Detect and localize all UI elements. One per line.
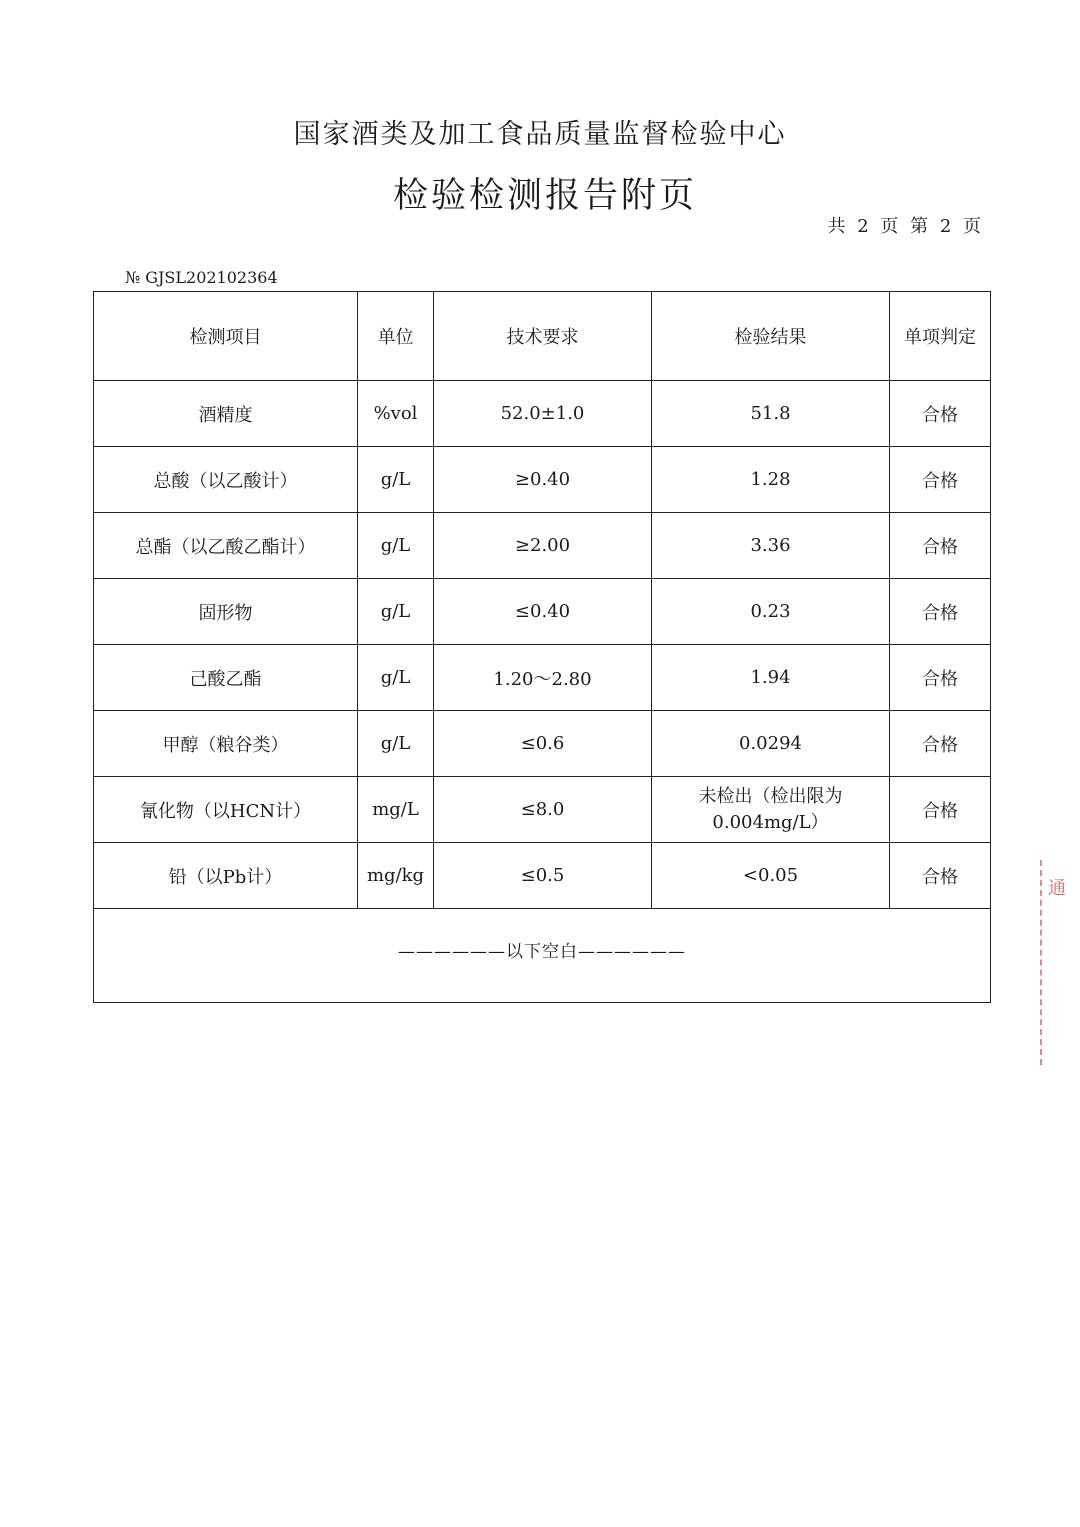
- verdict-cell: 合格: [890, 777, 991, 843]
- table-row: [94, 513, 991, 579]
- result-cell: 3.36: [652, 513, 890, 579]
- result-cell: <0.05: [652, 843, 890, 909]
- blank-note: ——————以下空白——————: [398, 942, 686, 962]
- unit-cell: g/L: [358, 711, 434, 777]
- item-cell: 氰化物（以HCN计）: [94, 777, 358, 843]
- unit-cell: g/L: [358, 513, 434, 579]
- unit-cell: g/L: [358, 645, 434, 711]
- result-cell: [652, 777, 890, 843]
- requirement-cell: 1.20～2.80: [434, 645, 652, 711]
- result-line: 0.004mg/L）: [712, 811, 829, 833]
- col-header-verdict: 单项判定: [890, 292, 991, 381]
- col-header-item: 检测项目: [94, 292, 358, 381]
- unit-cell: %vol: [358, 381, 434, 447]
- requirement-cell: ≤0.5: [434, 843, 652, 909]
- item-cell: 总酯（以乙酸乙酯计）: [94, 513, 358, 579]
- requirement-cell: ≥0.40: [434, 447, 652, 513]
- col-header-result: 检验结果: [652, 292, 890, 381]
- pagination: 共 2 页 第 2 页: [827, 216, 984, 237]
- unit-cell: g/L: [358, 579, 434, 645]
- seal-text: 通: [1048, 878, 1066, 899]
- verdict-cell: 合格: [890, 645, 991, 711]
- result-cell: 0.0294: [652, 711, 890, 777]
- blank-area: [94, 909, 991, 1003]
- item-cell: 铅（以Pb计）: [94, 843, 358, 909]
- seal-stamp: [1040, 860, 1074, 1065]
- report-number: № GJSL202102364: [125, 268, 278, 287]
- result-cell: 0.23: [652, 579, 890, 645]
- table-row: [94, 843, 991, 909]
- table-row: [94, 381, 991, 447]
- result-line: 未检出（检出限为: [698, 785, 843, 807]
- item-cell: 己酸乙酯: [94, 645, 358, 711]
- item-cell: 固形物: [94, 579, 358, 645]
- verdict-cell: 合格: [890, 579, 991, 645]
- col-header-requirement: 技术要求: [434, 292, 652, 381]
- item-cell: 酒精度: [94, 381, 358, 447]
- results-table: [93, 291, 991, 1003]
- item-cell: 总酸（以乙酸计）: [94, 447, 358, 513]
- org-name: 国家酒类及加工食品质量监督检验中心: [293, 119, 787, 150]
- unit-cell: mg/kg: [358, 843, 434, 909]
- verdict-cell: 合格: [890, 513, 991, 579]
- col-header-unit: 单位: [358, 292, 434, 381]
- result-cell: 51.8: [652, 381, 890, 447]
- item-cell: 甲醇（粮谷类）: [94, 711, 358, 777]
- blank-row: [94, 909, 991, 1003]
- table-row: [94, 579, 991, 645]
- result-cell: 1.28: [652, 447, 890, 513]
- verdict-cell: 合格: [890, 447, 991, 513]
- verdict-cell: 合格: [890, 843, 991, 909]
- requirement-cell: ≤0.40: [434, 579, 652, 645]
- requirement-cell: ≥2.00: [434, 513, 652, 579]
- table-header-row: [94, 292, 991, 381]
- table-row: [94, 777, 991, 843]
- page-title: 检验检测报告附页: [392, 176, 697, 216]
- requirement-cell: 52.0±1.0: [434, 381, 652, 447]
- verdict-cell: 合格: [890, 381, 991, 447]
- unit-cell: g/L: [358, 447, 434, 513]
- result-cell: 1.94: [652, 645, 890, 711]
- requirement-cell: ≤8.0: [434, 777, 652, 843]
- unit-cell: mg/L: [358, 777, 434, 843]
- requirement-cell: ≤0.6: [434, 711, 652, 777]
- verdict-cell: 合格: [890, 711, 991, 777]
- table-row: [94, 645, 991, 711]
- table-row: [94, 447, 991, 513]
- table-row: [94, 711, 991, 777]
